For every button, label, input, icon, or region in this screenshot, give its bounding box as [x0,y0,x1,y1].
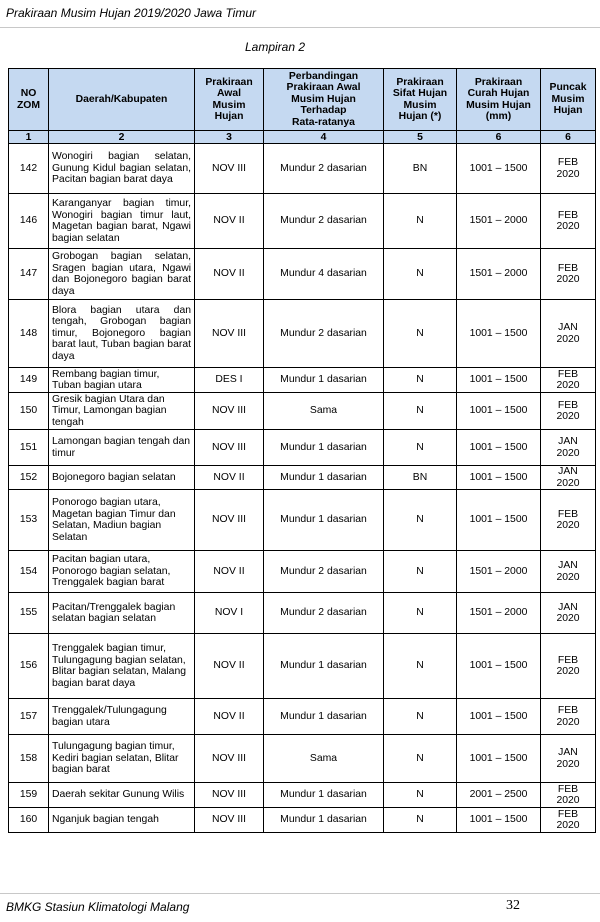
cell-comparison: Mundur 4 dasarian [264,249,384,300]
cell-comparison: Mundur 2 dasarian [264,194,384,249]
cell-no-zom: 155 [9,593,49,634]
column-number: 2 [49,131,195,144]
table-row [9,808,596,833]
cell-rainfall: 1001 – 1500 [457,393,541,430]
cell-region: Gresik bagian Utara dan Timur, Lamongan bagian tengah [49,393,195,430]
cell-peak: JAN 2020 [541,430,596,466]
cell-onset: NOV III [195,144,264,194]
table-row [9,490,596,551]
cell-onset: NOV III [195,783,264,808]
cell-onset: NOV II [195,466,264,490]
cell-peak: JAN 2020 [541,593,596,634]
cell-peak: FEB 2020 [541,249,596,300]
cell-peak: FEB 2020 [541,393,596,430]
appendix-label: Lampiran 2 [244,40,306,54]
table-row [9,368,596,393]
table-body [9,144,596,833]
cell-region: Pacitan bagian utara, Ponorogo bagian selatan, Trenggalek bagian barat [49,551,195,593]
table-header-row [9,69,596,131]
cell-nature: N [384,699,457,735]
cell-comparison: Mundur 1 dasarian [264,466,384,490]
cell-rainfall: 1001 – 1500 [457,368,541,393]
cell-nature: N [384,393,457,430]
cell-region: Daerah sekitar Gunung Wilis [49,783,195,808]
cell-region: Rembang bagian timur, Tuban bagian utara [49,368,195,393]
cell-comparison: Sama [264,393,384,430]
column-number: 6 [457,131,541,144]
cell-onset: DES I [195,368,264,393]
cell-no-zom: 146 [9,194,49,249]
cell-onset: NOV II [195,634,264,699]
cell-peak: FEB 2020 [541,144,596,194]
cell-no-zom: 152 [9,466,49,490]
cell-nature: BN [384,466,457,490]
cell-rainfall: 1001 – 1500 [457,699,541,735]
cell-no-zom: 149 [9,368,49,393]
cell-no-zom: 157 [9,699,49,735]
table-row [9,194,596,249]
cell-peak: FEB 2020 [541,808,596,833]
cell-onset: NOV III [195,490,264,551]
cell-rainfall: 1001 – 1500 [457,634,541,699]
cell-onset: NOV III [195,430,264,466]
cell-rainfall: 1501 – 2000 [457,551,541,593]
cell-nature: N [384,430,457,466]
cell-region: Karanganyar bagian timur, Wonogiri bagian timur laut, Magetan bagian barat, Ngawi bagian selatan [49,194,195,249]
table-row [9,634,596,699]
table-row [9,699,596,735]
cell-nature: N [384,735,457,783]
cell-peak: JAN 2020 [541,551,596,593]
cell-peak: JAN 2020 [541,735,596,783]
cell-region: Bojonegoro bagian selatan [49,466,195,490]
cell-rainfall: 1001 – 1500 [457,735,541,783]
table-row [9,393,596,430]
cell-rainfall: 1001 – 1500 [457,300,541,368]
cell-onset: NOV II [195,699,264,735]
forecast-table [8,68,596,833]
footer-divider [0,893,600,894]
cell-no-zom: 158 [9,735,49,783]
cell-no-zom: 156 [9,634,49,699]
table-row [9,300,596,368]
cell-no-zom: 159 [9,783,49,808]
cell-no-zom: 142 [9,144,49,194]
cell-nature: N [384,783,457,808]
column-number: 3 [195,131,264,144]
cell-region: Lamongan bagian tengah dan timur [49,430,195,466]
cell-no-zom: 147 [9,249,49,300]
cell-onset: NOV III [195,735,264,783]
cell-comparison: Mundur 1 dasarian [264,783,384,808]
cell-rainfall: 1001 – 1500 [457,808,541,833]
cell-peak: FEB 2020 [541,368,596,393]
cell-no-zom: 151 [9,430,49,466]
cell-region: Trenggalek/Tulungagung bagian utara [49,699,195,735]
cell-rainfall: 2001 – 2500 [457,783,541,808]
cell-rainfall: 1001 – 1500 [457,430,541,466]
column-number: 6 [541,131,596,144]
header-divider [0,27,600,28]
cell-rainfall: 1501 – 2000 [457,249,541,300]
cell-peak: FEB 2020 [541,194,596,249]
cell-comparison: Mundur 1 dasarian [264,699,384,735]
cell-onset: NOV II [195,194,264,249]
cell-rainfall: 1001 – 1500 [457,490,541,551]
cell-peak: FEB 2020 [541,699,596,735]
cell-rainfall: 1501 – 2000 [457,194,541,249]
cell-nature: N [384,551,457,593]
cell-nature: N [384,634,457,699]
column-number: 4 [264,131,384,144]
cell-no-zom: 150 [9,393,49,430]
cell-peak: FEB 2020 [541,490,596,551]
cell-region: Grobogan bagian selatan, Sragen bagian utara, Ngawi dan Bojonegoro bagian barat daya [49,249,195,300]
cell-nature: N [384,249,457,300]
cell-nature: N [384,593,457,634]
cell-peak: FEB 2020 [541,634,596,699]
column-number-row [9,131,596,144]
cell-no-zom: 160 [9,808,49,833]
cell-region: Blora bagian utara dan tengah, Grobogan bagian timur, Bojonegoro bagian barat laut, Tuban bagian barat daya [49,300,195,368]
cell-no-zom: 148 [9,300,49,368]
cell-comparison: Mundur 2 dasarian [264,300,384,368]
cell-nature: N [384,490,457,551]
table-row [9,783,596,808]
cell-region: Tulungagung bagian timur, Kediri bagian selatan, Blitar bagian barat [49,735,195,783]
header-rainfall: Prakiraan Curah Hujan Musim Hujan (mm) [457,69,541,131]
header-peak: Puncak Musim Hujan [541,69,596,131]
cell-onset: NOV III [195,393,264,430]
table-row [9,593,596,634]
cell-nature: N [384,300,457,368]
cell-peak: JAN 2020 [541,300,596,368]
cell-onset: NOV II [195,249,264,300]
cell-region: Wonogiri bagian selatan, Gunung Kidul bagian selatan, Pacitan bagian barat daya [49,144,195,194]
cell-comparison: Mundur 1 dasarian [264,634,384,699]
cell-region: Pacitan/Trenggalek bagian selatan bagian selatan [49,593,195,634]
cell-nature: BN [384,144,457,194]
column-number: 1 [9,131,49,144]
header-comparison: Perbandingan Prakiraan Awal Musim Hujan Terhadap Rata-ratanya [264,69,384,131]
table-row [9,430,596,466]
table-row [9,144,596,194]
cell-onset: NOV III [195,808,264,833]
table-row [9,249,596,300]
document-header-title: Prakiraan Musim Hujan 2019/2020 Jawa Timur [6,6,257,20]
cell-onset: NOV III [195,300,264,368]
cell-region: Ponorogo bagian utara, Magetan bagian Timur dan Selatan, Madiun bagian Selatan [49,490,195,551]
cell-nature: N [384,194,457,249]
cell-rainfall: 1001 – 1500 [457,144,541,194]
table-row [9,735,596,783]
cell-rainfall: 1501 – 2000 [457,593,541,634]
table-row [9,466,596,490]
header-region: Daerah/Kabupaten [49,69,195,131]
cell-comparison: Sama [264,735,384,783]
cell-comparison: Mundur 2 dasarian [264,144,384,194]
header-nature: Prakiraan Sifat Hujan Musim Hujan (*) [384,69,457,131]
column-number: 5 [384,131,457,144]
cell-region: Nganjuk bagian tengah [49,808,195,833]
cell-comparison: Mundur 1 dasarian [264,490,384,551]
cell-peak: JAN 2020 [541,466,596,490]
cell-no-zom: 154 [9,551,49,593]
header-no-zom: NO ZOM [9,69,49,131]
cell-peak: FEB 2020 [541,783,596,808]
cell-region: Trenggalek bagian timur, Tulungagung bagian selatan, Blitar bagian selatan, Malang bagian barat daya [49,634,195,699]
cell-onset: NOV II [195,551,264,593]
header-onset: Prakiraan Awal Musim Hujan [195,69,264,131]
cell-comparison: Mundur 1 dasarian [264,808,384,833]
table-row [9,551,596,593]
cell-nature: N [384,368,457,393]
cell-nature: N [384,808,457,833]
cell-no-zom: 153 [9,490,49,551]
cell-comparison: Mundur 2 dasarian [264,551,384,593]
footer-source: BMKG Stasiun Klimatologi Malang [6,900,190,914]
cell-comparison: Mundur 1 dasarian [264,430,384,466]
cell-onset: NOV I [195,593,264,634]
cell-rainfall: 1001 – 1500 [457,466,541,490]
cell-comparison: Mundur 2 dasarian [264,593,384,634]
page-number: 32 [506,898,520,913]
cell-comparison: Mundur 1 dasarian [264,368,384,393]
